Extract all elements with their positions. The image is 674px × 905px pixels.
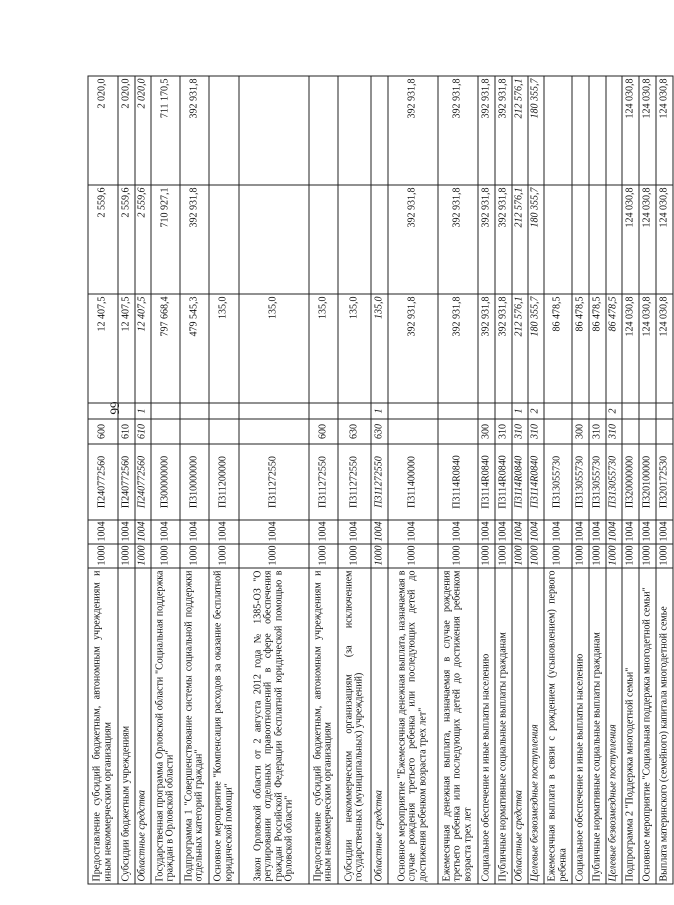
subsection-code-cell: 1004 [209,520,239,544]
target-article-cell: П311400000 [388,444,438,520]
funding-source-cell [180,403,209,419]
section-code-cell: 1000 [572,544,589,568]
row-name-cell: Ежемесячная выплата в связи с рождением (усыновлением) первого ребенка [544,568,572,884]
amount-year2-cell: 2 559,6 [88,185,118,294]
subsection-code-cell: 1004 [371,520,388,544]
section-code-cell: 1000 [209,544,239,568]
expense-type-cell [622,419,639,444]
target-article-cell: П240772560 [118,444,135,520]
target-article-cell: П313055730 [544,444,572,520]
amount-year2-cell [209,185,239,294]
amount-year2-cell: 124 030,8 [622,185,639,294]
amount-year2-cell: 2 559,6 [135,185,151,294]
table-row [544,76,572,884]
table-row [589,76,606,884]
amount-year3-cell [239,76,309,185]
section-code-cell: 1000 [309,544,338,568]
expense-type-cell: 310 [495,419,512,444]
amount-year1-cell: 86 478,5 [544,294,572,403]
amount-year1-cell: 479 545,3 [180,294,209,403]
section-code-cell: 1000 [512,544,528,568]
amount-year3-cell [589,76,606,185]
expense-type-cell: 600 [309,419,338,444]
amount-year2-cell: 124 030,8 [656,185,673,294]
subsection-code-cell: 1004 [88,520,118,544]
amount-year1-cell: 135,0 [371,294,388,403]
subsection-code-cell: 1004 [589,520,606,544]
page-number: 99 [107,401,122,415]
subsection-code-cell: 1004 [544,520,572,544]
amount-year3-cell: 392 931,8 [438,76,478,185]
row-name-cell: Предоставление субсидий бюджетным, автономным учреждениям и иным некоммерческим организациям [88,568,118,884]
amount-year1-cell: 12 407,5 [118,294,135,403]
subsection-code-cell: 1004 [495,520,512,544]
expense-type-cell: 310 [589,419,606,444]
amount-year3-cell: 2 020,0 [135,76,151,185]
table-row [309,76,338,884]
amount-year1-cell: 12 407,5 [135,294,151,403]
section-code-cell: 1000 [135,544,151,568]
section-code-cell: 1000 [606,544,622,568]
table-row [118,76,135,884]
target-article-cell: П311200000 [209,444,239,520]
target-article-cell: П313055730 [589,444,606,520]
table-row [512,76,528,884]
section-code-cell: 1000 [118,544,135,568]
target-article-cell: П3114R0840 [438,444,478,520]
funding-source-cell [656,403,673,419]
expense-type-cell: 630 [338,419,371,444]
amount-year2-cell [544,185,572,294]
expense-type-cell [438,419,478,444]
amount-year2-cell: 392 931,8 [180,185,209,294]
subsection-code-cell: 1004 [528,520,544,544]
target-article-cell: П300000000 [151,444,180,520]
funding-source-cell [338,403,371,419]
expense-type-cell [239,419,309,444]
amount-year3-cell: 180 355,7 [528,76,544,185]
funding-source-cell [209,403,239,419]
target-article-cell: П310000000 [180,444,209,520]
subsection-code-cell: 1004 [135,520,151,544]
expense-type-cell: 300 [478,419,495,444]
expense-type-cell: 310 [528,419,544,444]
expense-type-cell: 300 [572,419,589,444]
amount-year1-cell: 124 030,8 [622,294,639,403]
table-row [622,76,639,884]
amount-year1-cell: 86 478,5 [606,294,622,403]
funding-source-cell [118,403,135,419]
row-name-cell: Субсидии бюджетным учреждениям [118,568,135,884]
row-name-cell: Основное мероприятие "Компенсация расходов за оказание бесплатной юридической помощи" [209,568,239,884]
target-article-cell: П320172530 [656,444,673,520]
expense-type-cell: 610 [135,419,151,444]
funding-source-cell [544,403,572,419]
amount-year3-cell: 392 931,8 [495,76,512,185]
amount-year1-cell: 124 030,8 [639,294,656,403]
table-row [209,76,239,884]
amount-year2-cell [371,185,388,294]
target-article-cell: П240772560 [135,444,151,520]
funding-source-cell [495,403,512,419]
amount-year1-cell: 392 931,8 [438,294,478,403]
target-article-cell: П320000000 [622,444,639,520]
row-name-cell: Областные средства [135,568,151,884]
table-row [88,76,118,884]
target-article-cell: П311272550 [309,444,338,520]
funding-source-cell [478,403,495,419]
amount-year3-cell: 711 170,5 [151,76,180,185]
expense-type-cell [656,419,673,444]
subsection-code-cell: 1004 [309,520,338,544]
table-row [338,76,371,884]
amount-year3-cell: 392 931,8 [388,76,438,185]
row-name-cell: Закон Орловской области от 2 августа 2012 года № 1385-ОЗ "О регулировании отдельных правоотношений в сфере обеспечения граждан Российской Федерации бесплатной юридической помощью в Орловской области" [239,568,309,884]
table-row [606,76,622,884]
funding-source-cell [639,403,656,419]
row-name-cell: Подпрограмма 2 "Поддержка многодетной семьи" [622,568,639,884]
table-row [151,76,180,884]
subsection-code-cell: 1004 [656,520,673,544]
section-code-cell: 1000 [88,544,118,568]
row-name-cell: Ежемесячная денежная выплата, назначаемая в случае рождения третьего ребенка или последующих детей до достижения ребенком возраста трех лет [438,568,478,884]
amount-year2-cell: 710 927,1 [151,185,180,294]
amount-year2-cell [572,185,589,294]
target-article-cell: П313055730 [572,444,589,520]
section-code-cell: 1000 [656,544,673,568]
amount-year3-cell: 392 931,8 [478,76,495,185]
amount-year2-cell: 392 931,8 [438,185,478,294]
amount-year3-cell [309,76,338,185]
subsection-code-cell: 1004 [180,520,209,544]
amount-year3-cell: 124 030,8 [639,76,656,185]
amount-year2-cell [606,185,622,294]
subsection-code-cell: 1004 [239,520,309,544]
target-article-cell: П3114R0840 [528,444,544,520]
expense-type-cell [209,419,239,444]
row-name-cell: Основное мероприятие "Ежемесячная денежная выплата, назначаемая в случае рождения третьего ребенка или последующих детей до достижения ребенком возраста трех лет" [388,568,438,884]
amount-year1-cell: 392 931,8 [495,294,512,403]
row-name-cell: Публичные нормативные социальные выплаты гражданам [589,568,606,884]
expense-type-cell [639,419,656,444]
table-row [239,76,309,884]
amount-year2-cell: 2 559,6 [118,185,135,294]
table-row [528,76,544,884]
section-code-cell: 1000 [478,544,495,568]
table-row [572,76,589,884]
amount-year1-cell: 135,0 [209,294,239,403]
subsection-code-cell: 1004 [118,520,135,544]
table-row [135,76,151,884]
expense-type-cell [388,419,438,444]
amount-year3-cell [371,76,388,185]
section-code-cell: 1000 [151,544,180,568]
amount-year3-cell: 2 020,0 [88,76,118,185]
target-article-cell: П313055730 [606,444,622,520]
budget-table [88,75,674,884]
funding-source-cell [309,403,338,419]
section-code-cell: 1000 [338,544,371,568]
subsection-code-cell: 1004 [572,520,589,544]
subsection-code-cell: 1004 [622,520,639,544]
row-name-cell: Подпрограмма 1 "Совершенствование системы социальной поддержки отдельных категорий граждан" [180,568,209,884]
amount-year2-cell: 392 931,8 [388,185,438,294]
section-code-cell: 1000 [371,544,388,568]
funding-source-cell: 1 [512,403,528,419]
funding-source-cell [572,403,589,419]
amount-year3-cell [544,76,572,185]
funding-source-cell [88,403,118,419]
target-article-cell: П311272550 [371,444,388,520]
row-name-cell: Областные средства [512,568,528,884]
subsection-code-cell: 1004 [438,520,478,544]
section-code-cell: 1000 [544,544,572,568]
table-row [639,76,656,884]
row-name-cell: Социальное обеспечение и иные выплаты населению [572,568,589,884]
funding-source-cell [622,403,639,419]
target-article-cell: П3114R0840 [478,444,495,520]
table-row [180,76,209,884]
table-row [656,76,673,884]
table-row [438,76,478,884]
amount-year2-cell [589,185,606,294]
table-row [495,76,512,884]
amount-year2-cell [239,185,309,294]
target-article-cell: П3114R0840 [495,444,512,520]
expense-type-cell: 600 [88,419,118,444]
budget-table-rotated [88,76,670,884]
row-name-cell: Выплата материнского (семейного) капитала многодетной семье [656,568,673,884]
amount-year1-cell: 135,0 [338,294,371,403]
amount-year2-cell: 392 931,8 [478,185,495,294]
amount-year2-cell [309,185,338,294]
amount-year3-cell [209,76,239,185]
amount-year3-cell [338,76,371,185]
expense-type-cell [151,419,180,444]
row-name-cell: Публичные нормативные социальные выплаты гражданам [495,568,512,884]
amount-year2-cell: 392 931,8 [495,185,512,294]
amount-year3-cell: 392 931,8 [180,76,209,185]
row-name-cell: Социальное обеспечение и иные выплаты населению [478,568,495,884]
table-row [388,76,438,884]
funding-source-cell [589,403,606,419]
amount-year2-cell: 212 576,1 [512,185,528,294]
target-article-cell: П311272550 [239,444,309,520]
subsection-code-cell: 1004 [388,520,438,544]
amount-year3-cell [572,76,589,185]
amount-year2-cell: 180 355,7 [528,185,544,294]
amount-year1-cell: 212 576,1 [512,294,528,403]
subsection-code-cell: 1004 [606,520,622,544]
amount-year1-cell: 124 030,8 [656,294,673,403]
target-article-cell: П320100000 [639,444,656,520]
subsection-code-cell: 1004 [512,520,528,544]
funding-source-cell [438,403,478,419]
expense-type-cell: 310 [512,419,528,444]
row-name-cell: Областные средства [371,568,388,884]
funding-source-cell [239,403,309,419]
table-row [478,76,495,884]
amount-year3-cell [606,76,622,185]
row-name-cell: Основное мероприятие "Социальная поддержка многодетной семьи" [639,568,656,884]
funding-source-cell: 2 [606,403,622,419]
funding-source-cell: 1 [371,403,388,419]
amount-year2-cell: 124 030,8 [639,185,656,294]
row-name-cell: Субсидии некоммерческим организациям (за исключением государственных (муниципальных) учреждений) [338,568,371,884]
amount-year2-cell [338,185,371,294]
section-code-cell: 1000 [622,544,639,568]
section-code-cell: 1000 [589,544,606,568]
expense-type-cell: 630 [371,419,388,444]
row-name-cell: Целевые безвозмездные поступления [606,568,622,884]
amount-year1-cell: 135,0 [309,294,338,403]
amount-year1-cell: 180 355,7 [528,294,544,403]
funding-source-cell [151,403,180,419]
target-article-cell: П240772560 [88,444,118,520]
target-article-cell: П3114R0840 [512,444,528,520]
amount-year1-cell: 12 407,5 [88,294,118,403]
subsection-code-cell: 1004 [478,520,495,544]
expense-type-cell [180,419,209,444]
table-row [371,76,388,884]
amount-year3-cell: 212 576,1 [512,76,528,185]
section-code-cell: 1000 [239,544,309,568]
amount-year1-cell: 135,0 [239,294,309,403]
amount-year1-cell: 392 931,8 [388,294,438,403]
target-article-cell: П311272550 [338,444,371,520]
section-code-cell: 1000 [495,544,512,568]
row-name-cell: Государственная программа Орловской области "Социальная поддержка граждан в Орловской области" [151,568,180,884]
amount-year1-cell: 86 478,5 [589,294,606,403]
subsection-code-cell: 1004 [639,520,656,544]
amount-year3-cell: 124 030,8 [656,76,673,185]
row-name-cell: Целевые безвозмездные поступления [528,568,544,884]
expense-type-cell: 310 [606,419,622,444]
amount-year1-cell: 86 478,5 [572,294,589,403]
row-name-cell: Предоставление субсидий бюджетным, автономным учреждениям и иным некоммерческим организациям [309,568,338,884]
section-code-cell: 1000 [438,544,478,568]
section-code-cell: 1000 [388,544,438,568]
funding-source-cell: 1 [135,403,151,419]
amount-year1-cell: 797 668,4 [151,294,180,403]
funding-source-cell [388,403,438,419]
expense-type-cell: 610 [118,419,135,444]
expense-type-cell [544,419,572,444]
subsection-code-cell: 1004 [338,520,371,544]
amount-year1-cell: 392 931,8 [478,294,495,403]
amount-year3-cell: 124 030,8 [622,76,639,185]
funding-source-cell: 2 [528,403,544,419]
subsection-code-cell: 1004 [151,520,180,544]
section-code-cell: 1000 [528,544,544,568]
section-code-cell: 1000 [180,544,209,568]
amount-year3-cell: 2 020,0 [118,76,135,185]
section-code-cell: 1000 [639,544,656,568]
